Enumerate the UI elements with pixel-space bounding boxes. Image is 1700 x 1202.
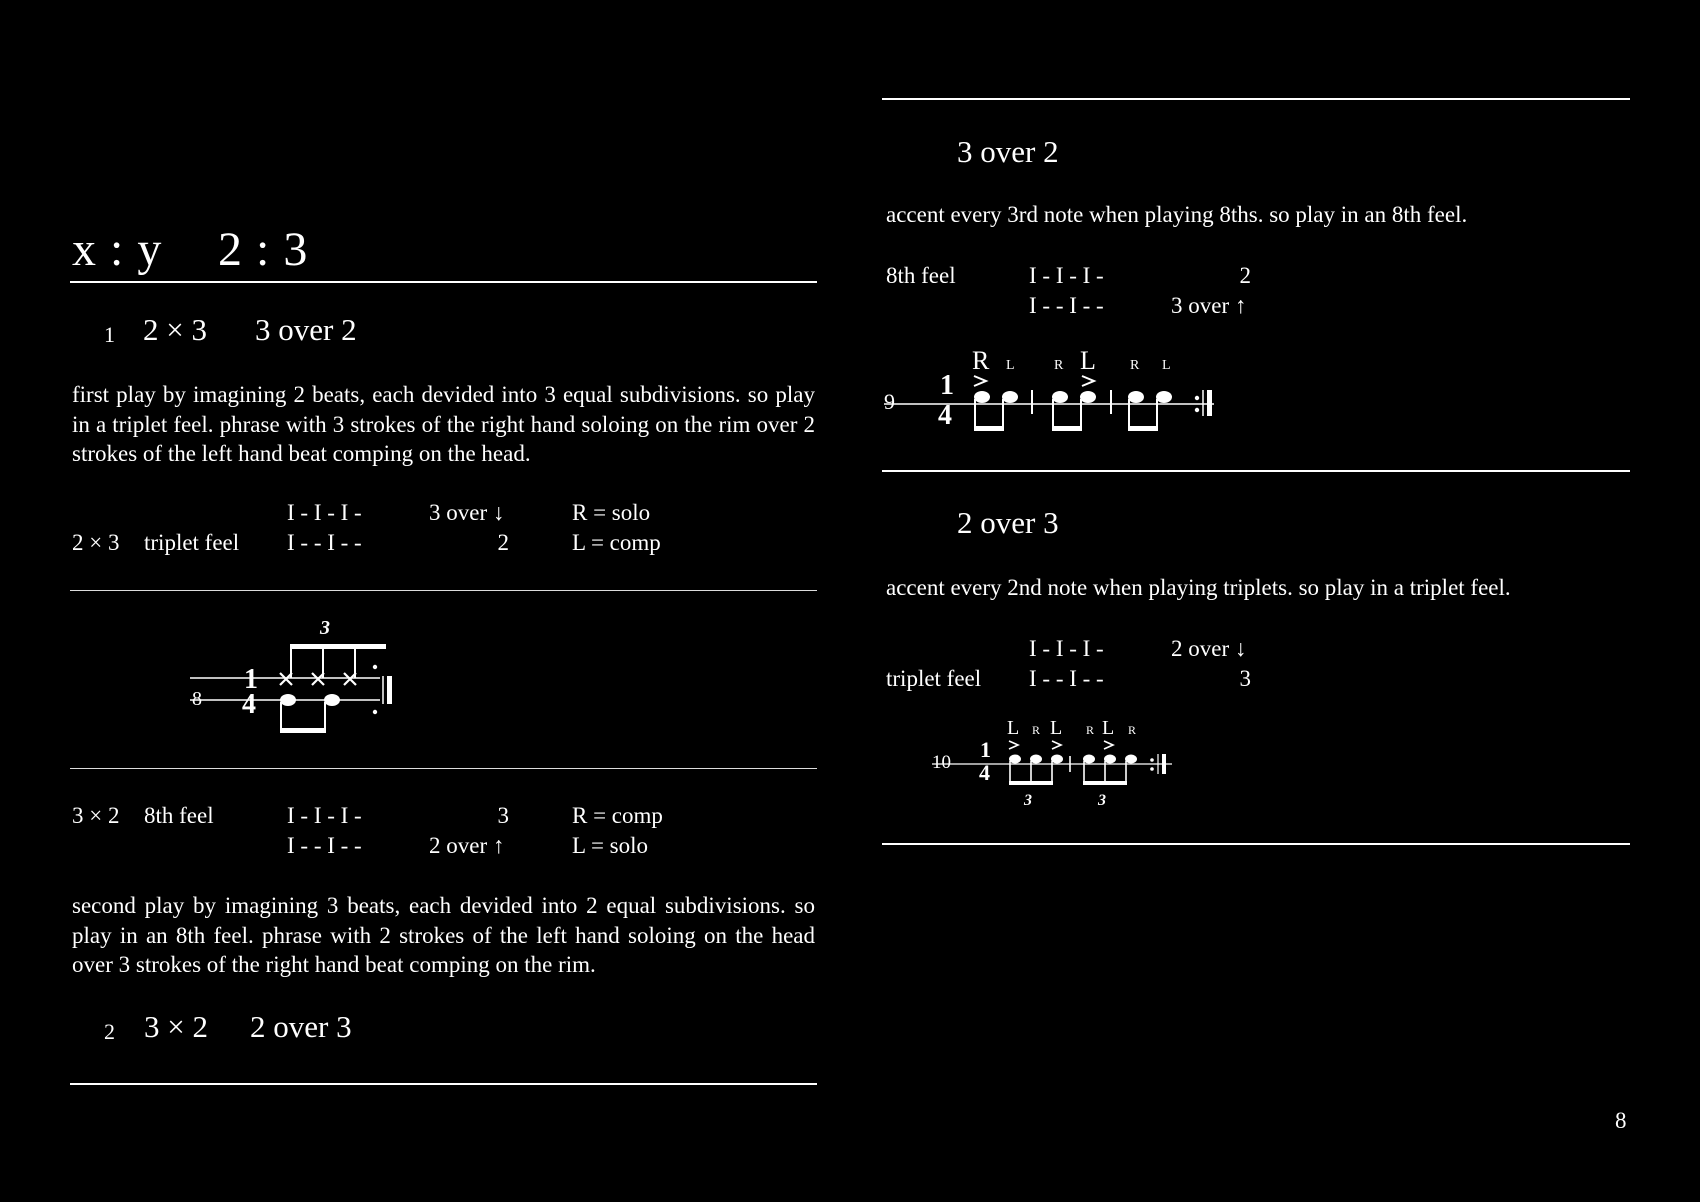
sticking-6: L [1162,358,1171,373]
table2-row2-hand: L = solo [572,833,649,858]
measure-number: 8 [192,688,202,710]
sticking-4: L [1080,346,1096,375]
time-sig-top: 1 [940,370,954,401]
x-noteheads [280,673,356,685]
table2-row2-pattern: I - - I - - [287,833,362,858]
divider-right-2 [882,843,1630,845]
section-b-pattern1: I - I - I - [1029,636,1104,661]
sticking-6: R [1128,723,1137,737]
section-b-over2: 3 [1239,666,1251,691]
section-a-over1: 2 [1239,263,1251,288]
section-b-heading: 2 over 3 [957,505,1059,540]
table1-row1-over: 3 over ↓ [429,500,505,525]
section-2-number: 2 [104,1019,115,1044]
table1-row1-pattern: I - I - I - [287,500,362,525]
sticking-3: L [1050,718,1063,739]
notation-measure-9 [884,346,1224,446]
section-b-text: accent every 2nd note when playing triplets. so play in a triplet feel. [886,575,1511,600]
section-a-over2: 3 over ↑ [1171,293,1247,318]
section-b-feel: triplet feel [886,666,982,691]
table2-row2-over: 2 over ↑ [429,833,505,858]
section-a-pattern1: I - I - I - [1029,263,1104,288]
page-title-xy: x : y [72,223,163,276]
section-1-ratio: 2 × 3 [143,312,207,347]
sticking-1: L [1007,718,1020,739]
divider-2 [70,768,817,769]
sticking-1: R [972,346,990,375]
table1-row2-hand: L = comp [572,530,661,555]
bottom-rule-left [70,1083,817,1085]
section-b-pattern2: I - - I - - [1029,666,1104,691]
divider-right-1 [882,470,1630,472]
tuplet-number-2: 3 [1098,792,1106,809]
table1-row1-hand: R = solo [572,500,651,525]
table2-row1-ratio: 3 × 2 [72,803,120,828]
measure-number: 10 [932,752,951,773]
tuplet-number: 3 [320,617,330,639]
section-a-feel: 8th feel [886,263,956,288]
top-rule-right [882,98,1630,100]
tuplet-number-1: 3 [1024,792,1032,809]
accent-marks [1009,741,1113,749]
noteheads [1009,755,1137,764]
time-sig-bottom: 4 [938,400,952,431]
divider-1 [70,590,817,591]
notation-measure-10 [932,718,1182,810]
measure-number: 9 [884,389,895,414]
table2-row1-over: 3 [497,803,509,828]
sticking-5: L [1102,718,1115,739]
table1-row2-over: 2 [497,530,509,555]
title-rule [70,281,817,283]
table1-row2-pattern: I - - I - - [287,530,362,555]
section-a-pattern2: I - - I - - [1029,293,1104,318]
sticking-5: R [1130,358,1140,373]
sticking-2: R [1032,723,1041,737]
notation-measure-8 [180,612,410,742]
paragraph-2: second play by imagining 3 beats, each devided into 2 equal subdivisions. so play in an 8th feel. phrase with 2 strokes of the left hand soloing on the head over 3 strokes of the right hand beat comping on the rim. [72,893,815,977]
page-title-ratio: 2 : 3 [218,223,309,276]
accent-marks [974,376,1094,386]
time-sig-bottom: 4 [242,689,256,720]
paragraph-1: first play by imagining 2 beats, each devided into 3 equal subdivisions. so play in a triplet feel. phrase with 3 strokes of the right hand soloing on the rim over 2 strokes of the left hand beat comping on the head. [72,382,815,466]
section-1-label: 3 over 2 [255,312,357,347]
time-sig-bottom: 4 [979,760,990,785]
table2-row1-hand: R = comp [572,803,663,828]
section-b-over1: 2 over ↓ [1171,636,1247,661]
sticking-4: R [1086,723,1095,737]
table2-row1-pattern: I - I - I - [287,803,362,828]
page-number: 8 [1615,1108,1627,1133]
section-1-number: 1 [104,322,115,347]
sticking-3: R [1054,358,1064,373]
section-2-label: 2 over 3 [250,1009,352,1044]
table2-row1-feel: 8th feel [144,803,214,828]
sticking-2: L [1006,358,1015,373]
section-2-ratio: 3 × 2 [144,1009,208,1044]
table1-row2-ratio: 2 × 3 [72,530,120,555]
time-sig-top: 1 [980,737,991,762]
table1-row2-feel: triplet feel [144,530,240,555]
time-sig-top: 1 [244,664,258,695]
section-a-text: accent every 3rd note when playing 8ths. so play in an 8th feel. [886,202,1468,227]
section-a-heading: 3 over 2 [957,134,1059,169]
